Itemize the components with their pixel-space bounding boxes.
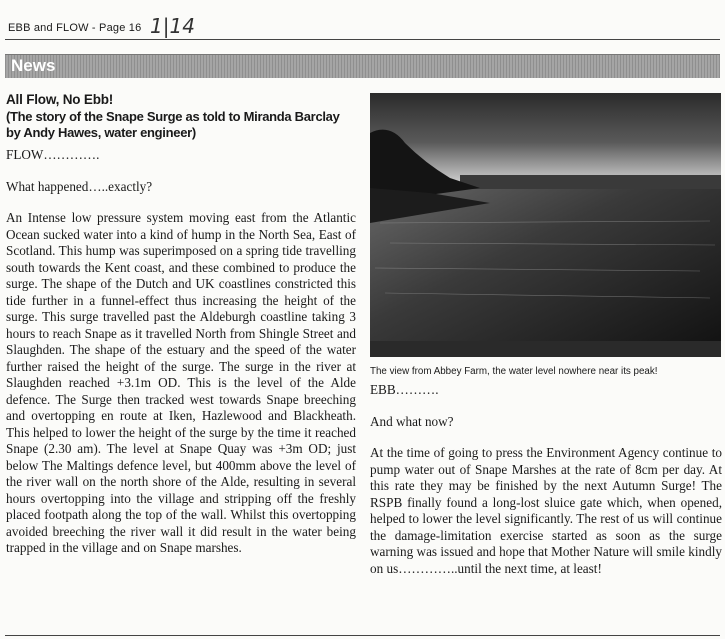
section-banner [5,54,720,78]
ebb-heading: EBB………. [370,382,439,397]
article-body-ebb: At the time of going to press the Environment Agency continue to pump water out of Snape Marshes at the rate of 8cm per day. At this rate they may be finished by the next Autumn Surge! The RSPB finally found a long-lost sluice gate which, when opened, helped to lower the level significantly. The rest of us will continue the damage-limitation exercise started as soon as the surge warning was issued and hope that Mother Nature will smile kindly on us…………..until the next time, at least! [370,445,722,576]
header-rule [5,39,720,40]
flow-heading: FLOW…………. [6,147,100,162]
page-header: EBB and FLOW - Page 16 [8,22,142,34]
article-body-flow: An Intense low pressure system moving east from the Atlantic Ocean sucked water into a kind of hump in the North Sea, East of Scotland. This hump was superimposed on a spring tide travelling south towards the Kent coast, and these combined to produce the surge. The shape of the Dutch and UK coastlines constricted this tide further in a funnel-effect thus increasing the height of the surge. This surge travelled past the Aldeburgh coastline taking 3 hours to reach Snape as it travelled North from Shingle Street and Slaughden. The shape of the estuary and the speed of the water further raised the height of the surge. The surge in the river at Slaughden reached +3.1m OD. This is the level of the Alde defence. The Surge then tracked west towards Snape breeching and overtopping en route at Iken, Hazlewood and Blackheath. This helped to lower the height of the surge by the time it reached Snape (2.30 am). The level at Snape Quay was +3m OD; just below The Maltings defence level, but 400mm above the level of the river wall on the north shore of the Alde, resulting in several hours overtopping into the village and stripping off the freshly placed footpath along the top of the wall. Whilst this overtopping avoided breeching the river wall it did result in the water being trapped in the village and on Snape marshes. [6,210,356,555]
abbey-farm-photo [370,93,721,357]
question-what-happened: What happened…..exactly? [6,178,153,194]
handwritten-date: 1|14 [150,14,195,38]
question-what-now: And what now? [370,413,454,429]
article-left-column [6,92,356,557]
footer-rule [5,635,720,636]
section-title: News [11,56,56,75]
photo-caption: The view from Abbey Farm, the water level nowhere near its peak! [370,366,658,377]
article-subtitle: (The story of the Snape Surge as told to Miranda Barclay by Andy Hawes, water engineer) [6,109,340,140]
article-right-column [370,382,722,577]
article-title: All Flow, No Ebb! [6,92,114,107]
